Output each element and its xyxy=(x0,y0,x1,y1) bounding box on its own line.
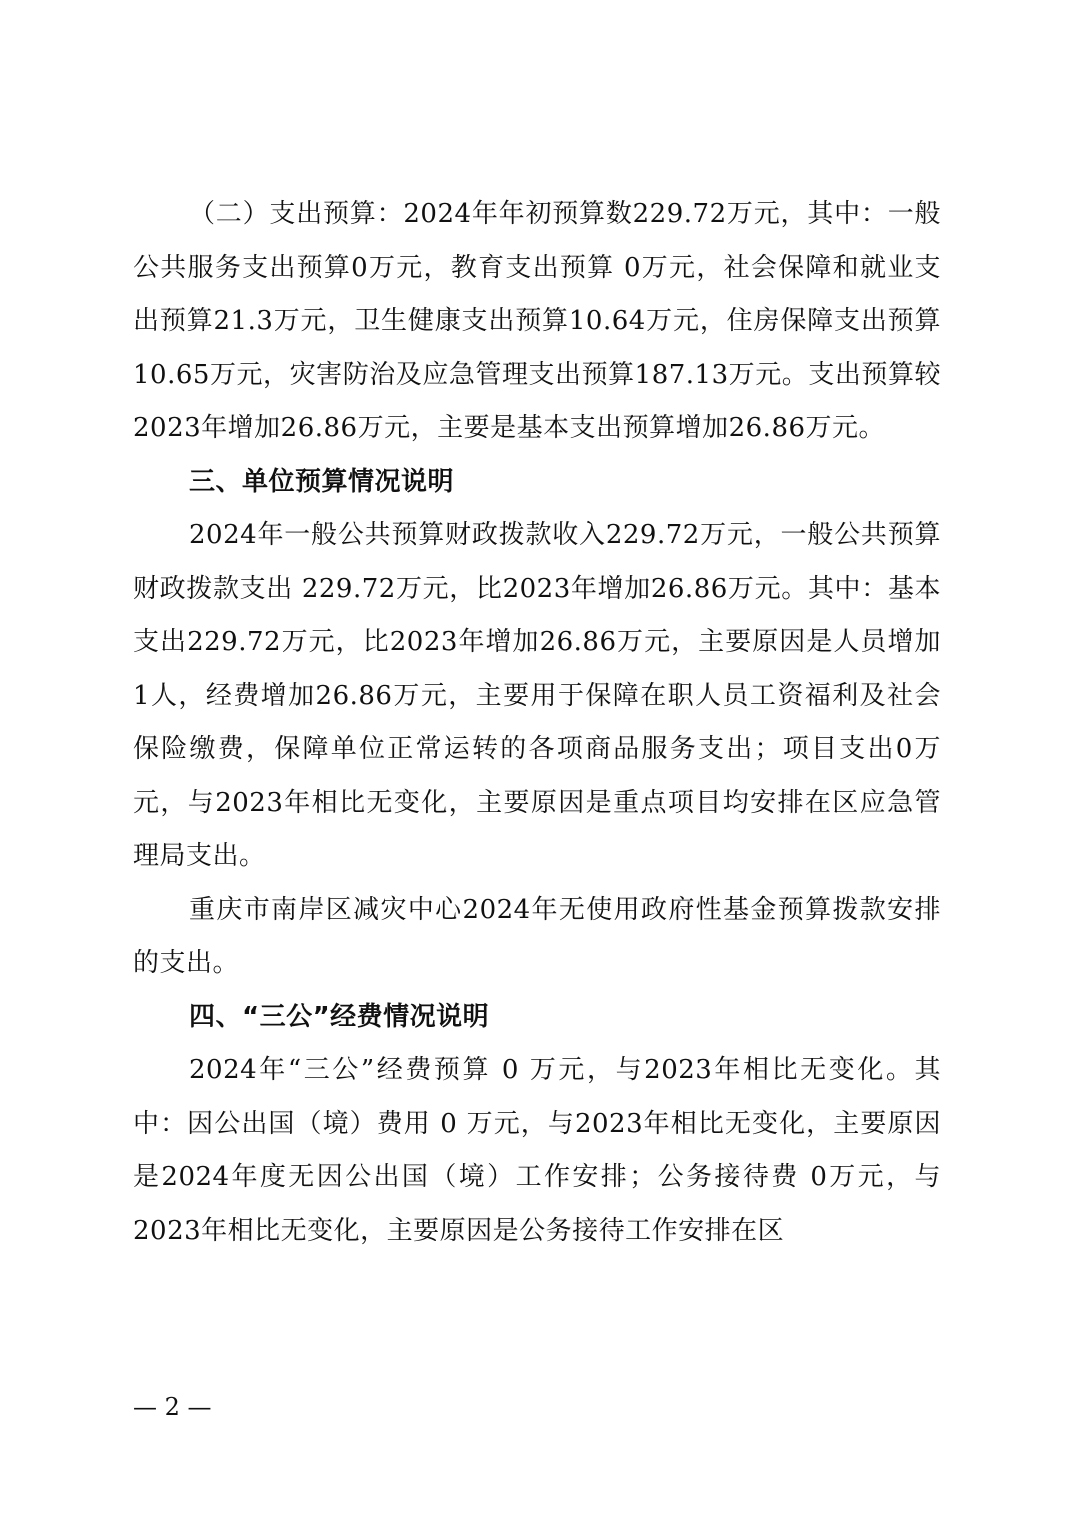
section-heading-three-public-expenses: 四、“三公”经费情况说明 xyxy=(189,1001,490,1032)
page-number: — 2 — xyxy=(133,1393,212,1421)
paragraph-three-public-expenses: 2024年“三公”经费预算 0 万元，与2023年相比无变化。其中：因公出国（境）费用 0 万元，与2023年相比无变化，主要原因是2024年度无因公出国（境）工作安排；公务接待费 0万元，与2023年相比无变化，主要原因是公务接待工作安排在区 xyxy=(133,1055,941,1246)
section-heading-unit-budget: 三、单位预算情况说明 xyxy=(189,466,455,497)
paragraph-expenditure-budget: （二）支出预算：2024年年初预算数229.72万元，其中：一般公共服务支出预算0万元，教育支出预算 0万元，社会保障和就业支出预算21.3万元，卫生健康支出预算10.64万元，住房保障支出预算10.65万元，灾害防治及应急管理支出预算187.13万元。支出预算较2023年增加26.86万元，主要是基本支出预算增加26.86万元。 xyxy=(133,199,941,443)
paragraph-general-public-budget: 2024年一般公共预算财政拨款收入229.72万元，一般公共预算财政拨款支出 229.72万元，比2023年增加26.86万元。其中：基本支出229.72万元，比2023年增加26.86万元，主要原因是人员增加1人，经费增加26.86万元，主要用于保障在职人员工资福利及社会保险缴费，保障单位正常运转的各项商品服务支出；项目支出0万元，与2023年相比无变化，主要原因是重点项目均安排在区应急管理局支出。 xyxy=(133,520,941,871)
document-body xyxy=(133,188,941,1258)
paragraph-government-fund: 重庆市南岸区减灾中心2024年无使用政府性基金预算拨款安排的支出。 xyxy=(133,894,941,978)
